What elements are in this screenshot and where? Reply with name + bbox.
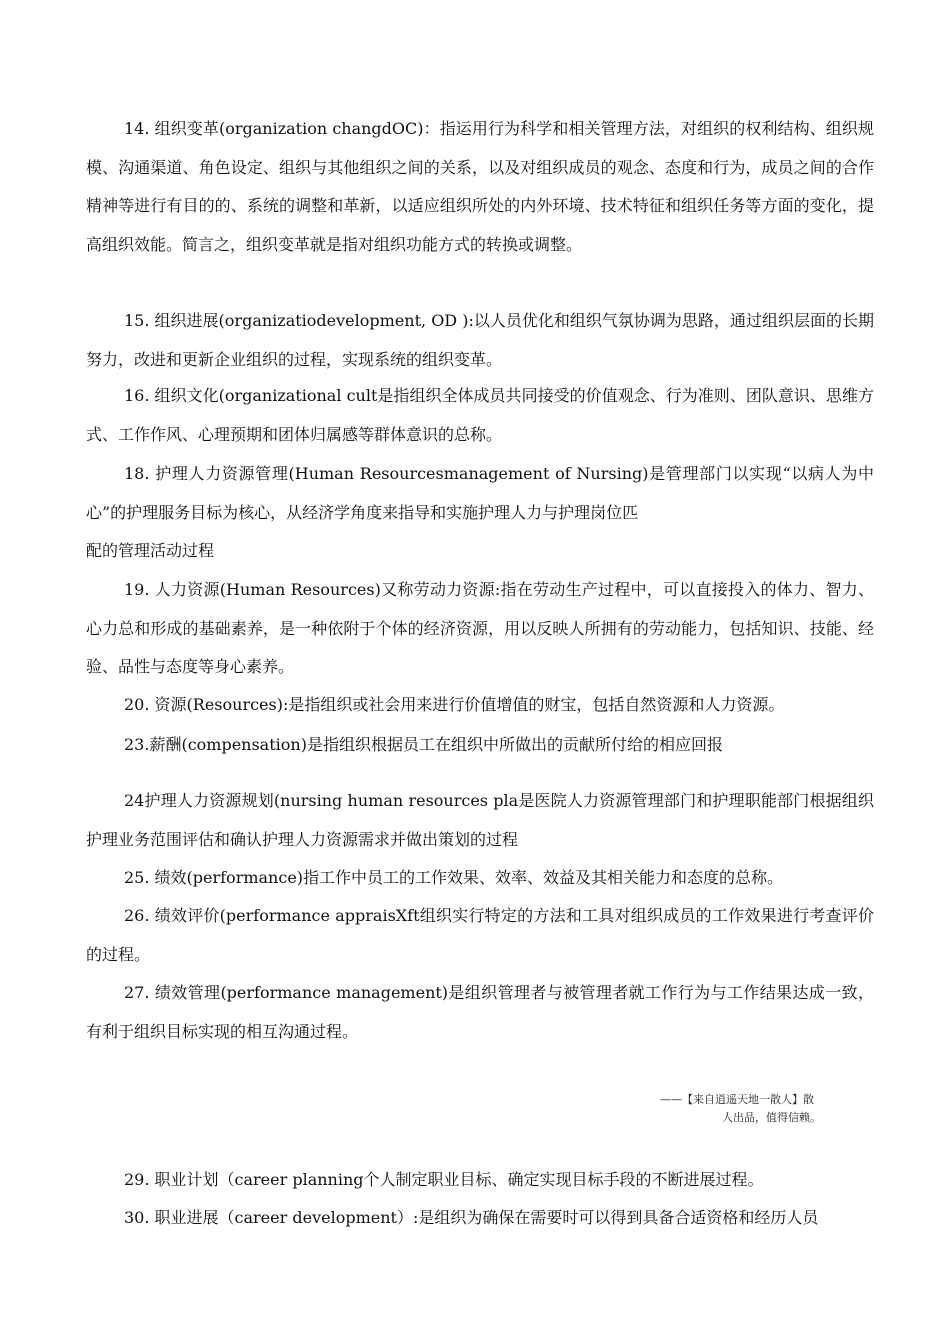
paragraph-20: 20. 资源(Resources):是指组织或社会用来进行价值增值的财宝，包括自然资源和人力资源。 [124, 695, 785, 714]
paragraph-26: 26. 绩效评价(performance appraisXft组织实行特定的方法和工具对组织成员的工作效果进行考查评价的过程。 [86, 906, 874, 964]
paragraph-25: 25. 绩效(performance)指工作中员工的工作效果、效率、效益及其相关能力和态度的总称。 [124, 868, 784, 887]
paragraph-15: 15. 组织进展(organizatiodevelopment, OD ):以人员优化和组织气氛协调为思路，通过组织层面的长期努力，改进和更新企业组织的过程，实现系统的组织变革。 [86, 311, 874, 369]
paragraph-24: 24护理人力资源规划(nursing human resources pla是医院人力资源管理部门和护理职能部门根据组织护理业务范围评估和确认护理人力资源需求并做出策划的过程 [86, 791, 874, 849]
paragraph-16: 16. 组织文化(organizational cult是指组织全体成员共同接受的价值观念、行为准则、团队意识、思维方式、工作作风、心理预期和团体归属感等群体意识的总称。 [86, 386, 874, 444]
paragraph-18: 18. 护理人力资源管理(Human Resourcesmanagement of Nursing)是管理部门以实现“以病人为中心”的护理服务目标为核心，从经济学角度来指导和实施护理人力与护理岗位匹 [86, 464, 874, 522]
paragraph-14: 14. 组织变革(organization changdOC)：指运用行为科学和相关管理方法，对组织的权利结构、组织规模、沟通渠道、角色设定、组织与其他组织之间的关系，以及对组织成员的观念、态度和行为，成员之间的合作精神等进行有目的的、系统的调整和革新，以适应组织所处的内外环境、技术特征和组织任务等方面的变化，提高组织效能。简言之，组织变革就是指对组织功能方式的转换或调整。 [86, 119, 874, 254]
paragraph-30: 30. 职业进展（career development）:是组织为确保在需要时可以得到具备合适资格和经历人员 [124, 1208, 819, 1227]
paragraph-29: 29. 职业计划（career planning个人制定职业目标、确定实现目标手段的不断进展过程。 [124, 1170, 764, 1189]
footnote-line-1: ——【来自逍遥天地一散人】散 [660, 1093, 814, 1106]
footnote-line-2: 人出品，值得信赖。 [722, 1111, 821, 1124]
paragraph-19: 19. 人力资源(Human Resources)又称劳动力资源:指在劳动生产过程中，可以直接投入的体力、智力、心力总和形成的基础素养，是一种依附于个体的经济资源，用以反映人所拥有的劳动能力，包括知识、技能、经验、品性与态度等身心素养。 [86, 580, 874, 676]
paragraph-27: 27. 绩效管理(performance management)是组织管理者与被管理者就工作行为与工作结果达成一致，有利于组织目标实现的相互沟通过程。 [86, 983, 874, 1041]
paragraph-18-tail: 配的管理活动过程 [86, 541, 215, 560]
paragraph-23: 23.薪酬(compensation)是指组织根据员工在组织中所做出的贡献所付给的相应回报 [124, 735, 723, 754]
